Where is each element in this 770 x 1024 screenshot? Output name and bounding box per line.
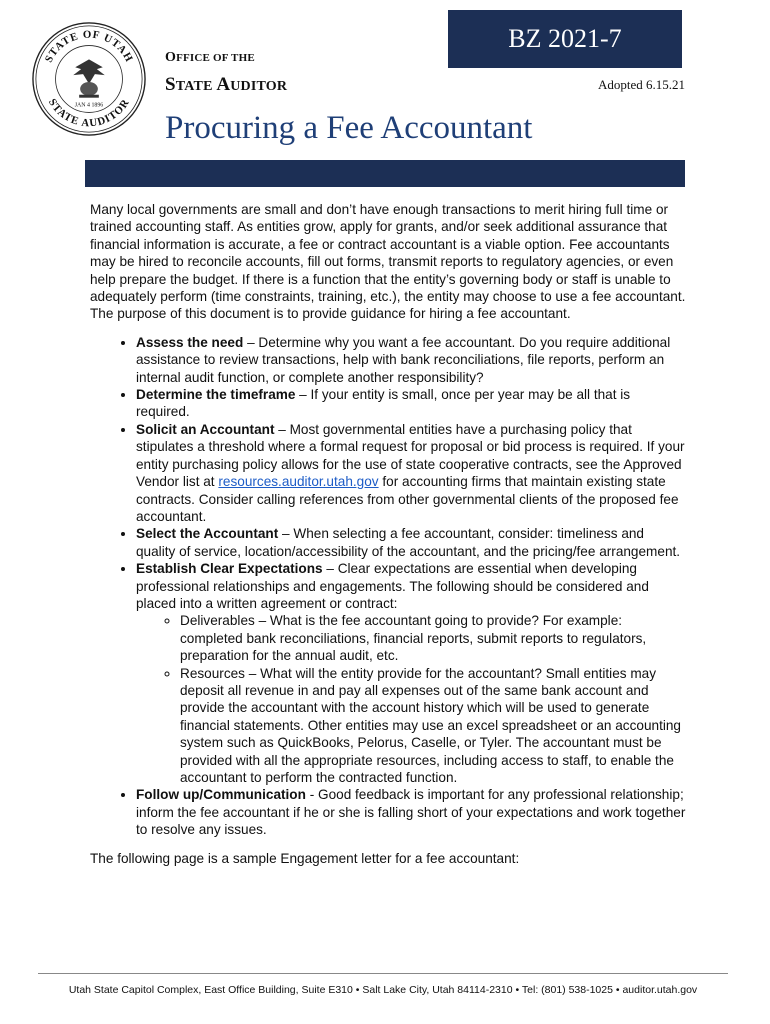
sub-list-item: ◦ Deliverables – What is the fee accountant going to provide? For example: completed bank reconciliations, financial reports, submit reports to regulators, preparation for the annual audit, etc. (180, 612, 686, 664)
office-heading: OFFICE OF THE STATE AUDITOR (165, 50, 288, 95)
list-item: • Solicit an Accountant – Most governmental entities have a purchasing policy that stipulates a threshold where a formal request for proposal or bid process is required. If your entity purchasing policy allows for the use of state cooperative contracts, see the Approved Vendor list at resources.auditor.utah.gov for accounting firms that maintain existing state contracts. Consider calling references from other governmental clients of the proposed fee accountant. (136, 421, 686, 525)
page-title: Procuring a Fee Accountant (165, 110, 533, 146)
seal-date-text: JAN 4 1896 (74, 102, 104, 109)
expectations-sublist (136, 612, 686, 786)
footer-address: Utah State Capitol Complex, East Office Building, Suite E310 • Salt Lake City, Utah 84114-2310 • Tel: (801) 538-1025 • auditor.utah.gov (68, 984, 698, 996)
list-item: • Establish Clear Expectations – Clear expectations are essential when developing professional relationships and engagements. The following should be considered and placed into a written agreement or contract: ◦ Deliverables – What is the fee accountant going to provide? For example: completed bank reconciliations, financial reports, submit reports to regulators, preparation for the annual audit, etc. ◦ Resources – What will the entity provide for the accountant? Small entities may deposit all revenue in and pay all expenses out of the same bank account and provide the accountant with the account history which will be used to generate financial statements. Other entities may use an excel spreadsheet or an accounting system such as QuickBooks, Pelorus, Caselle, or Tyler. The accountant must be provided with all the appropriate resources, including access to staff, to enable the accountant to perform the contracted function. (136, 560, 686, 786)
eagle-emblem-icon (73, 59, 104, 97)
intro-paragraph: Many local governments are small and don’t have enough transactions to merit hiring full time or trained accounting staff. As entities grow, apply for grants, and/or seek additional assurance that financial information is accurate, a fee or contract accountant is a viable option. Fee accountants may be hired to reconcile accounts, fill out forms, transmit reports to regulatory agencies, or even help prepare the budget. If there is a function that the entity’s governing body or staff is unable to adequately perform (time constraints, training, etc.), the entity may choose to use a fee accountant. The purpose of this document is to provide guidance for hiring a fee accountant. (90, 202, 686, 322)
resources-link[interactable]: resources.auditor.utah.gov (218, 474, 379, 490)
list-item: • Assess the need – Determine why you want a fee accountant. Do you require additional assistance to review transactions, help with bank reconciliations, file reports, perform an internal audit function, or complete another responsibility? (136, 334, 686, 386)
list-item: • Determine the timeframe – If your entity is small, once per year may be all that is required. (136, 386, 686, 421)
seal-top-text: STATE OF UTAH (42, 28, 136, 65)
closing-paragraph: The following page is a sample Engagement letter for a fee accountant: (90, 850, 520, 866)
guidance-list (90, 334, 686, 839)
adopted-date: Adopted 6.15.21 (597, 77, 685, 92)
document-body (90, 201, 686, 867)
sub-list-item: ◦ Resources – What will the entity provide for the accountant? Small entities may deposit all revenue in and pay all expenses out of the same bank account and provide the accountant with the account history which will be used to generate financial statements. Other entities may use an excel spreadsheet or an accounting system such as QuickBooks, Pelorus, Caselle, or Tyler. The accountant must be provided with all the appropriate resources, including access to staff, to enable the accountant to perform the contracted function. (180, 665, 686, 787)
list-item: • Select the Accountant – When selecting a fee accountant, consider: timeliness and quality of service, location/accessibility of the accountant, and the pricing/fee arrangement. (136, 525, 686, 560)
document-id-badge: BZ 2021-7 (448, 10, 682, 68)
state-auditor-seal (30, 20, 148, 138)
list-item: • Follow up/Communication - Good feedback is important for any professional relationship; inform the fee accountant if he or she is falling short of your expectations and work together to resolve any issues. (136, 786, 686, 838)
title-divider-bar (85, 160, 685, 187)
seal-bottom-text: STATE AUDITOR (45, 96, 133, 130)
footer-divider (38, 973, 728, 974)
